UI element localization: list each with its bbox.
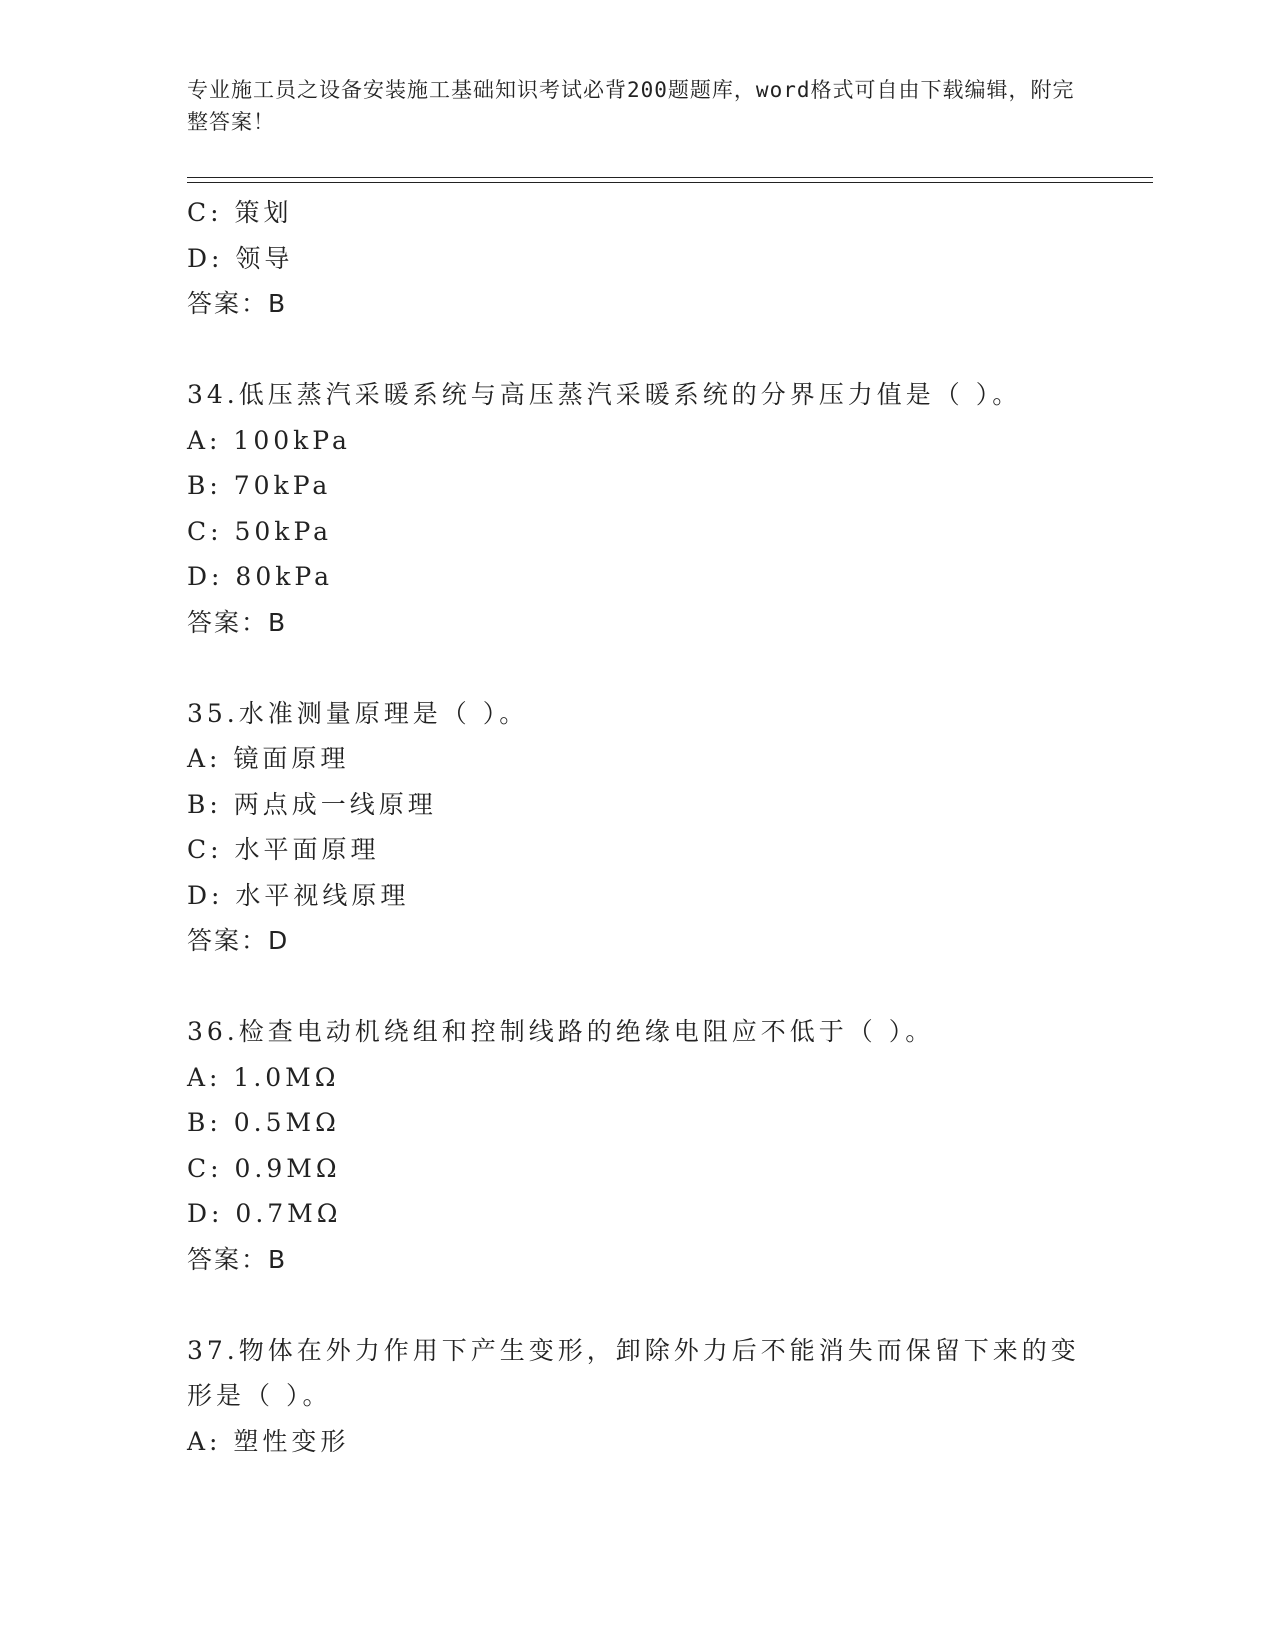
question-33-tail	[187, 190, 1087, 327]
document-title: 专业施工员之设备安装施工基础知识考试必背200题题库，word格式可自由下载编辑，附完整答案！	[187, 78, 1075, 134]
spacer	[187, 645, 1087, 691]
option-d: D: 80kPa	[187, 562, 333, 591]
question-37	[187, 1328, 1087, 1465]
question-stem: 34.低压蒸汽采暖系统与高压蒸汽采暖系统的分界压力值是（ ）。	[187, 380, 1022, 409]
option-a: A: 塑性变形	[187, 1426, 350, 1456]
answer-line: 答案：B	[187, 289, 288, 318]
question-stem: 37.物体在外力作用下产生变形，卸除外力后不能消失而保留下来的变形是（ ）。	[187, 1335, 1080, 1410]
question-34	[187, 372, 1087, 645]
option-d: D: 领导	[187, 243, 294, 273]
option-c: C: 0.9MΩ	[187, 1153, 341, 1183]
answer-line: 答案：B	[187, 607, 288, 637]
option-b: B: 70kPa	[187, 471, 332, 500]
header-rule-top	[187, 177, 1153, 178]
option-c: C: 策划	[187, 198, 293, 227]
spacer	[187, 327, 1087, 373]
spacer	[187, 1282, 1087, 1328]
question-36	[187, 1009, 1087, 1282]
spacer	[187, 964, 1087, 1010]
question-stem: 36.检查电动机绕组和控制线路的绝缘电阻应不低于（ ）。	[187, 1017, 935, 1046]
option-a: A: 1.0MΩ	[187, 1062, 340, 1092]
question-content	[187, 190, 1087, 1464]
option-c: C: 水平面原理	[187, 835, 380, 864]
option-a: A: 镜面原理	[187, 744, 350, 773]
question-35	[187, 691, 1087, 964]
answer-line: 答案：B	[187, 1244, 288, 1274]
option-d: D: 水平视线原理	[187, 880, 410, 910]
question-stem: 35.水准测量原理是（ ）。	[187, 698, 529, 728]
header-rule-bottom	[187, 182, 1153, 183]
option-d: D: 0.7MΩ	[187, 1199, 342, 1228]
option-a: A: 100kPa	[187, 425, 351, 455]
option-b: B: 0.5MΩ	[187, 1108, 340, 1137]
option-b: B: 两点成一线原理	[187, 789, 437, 819]
answer-line: 答案：D	[187, 926, 290, 955]
option-c: C: 50kPa	[187, 516, 333, 546]
